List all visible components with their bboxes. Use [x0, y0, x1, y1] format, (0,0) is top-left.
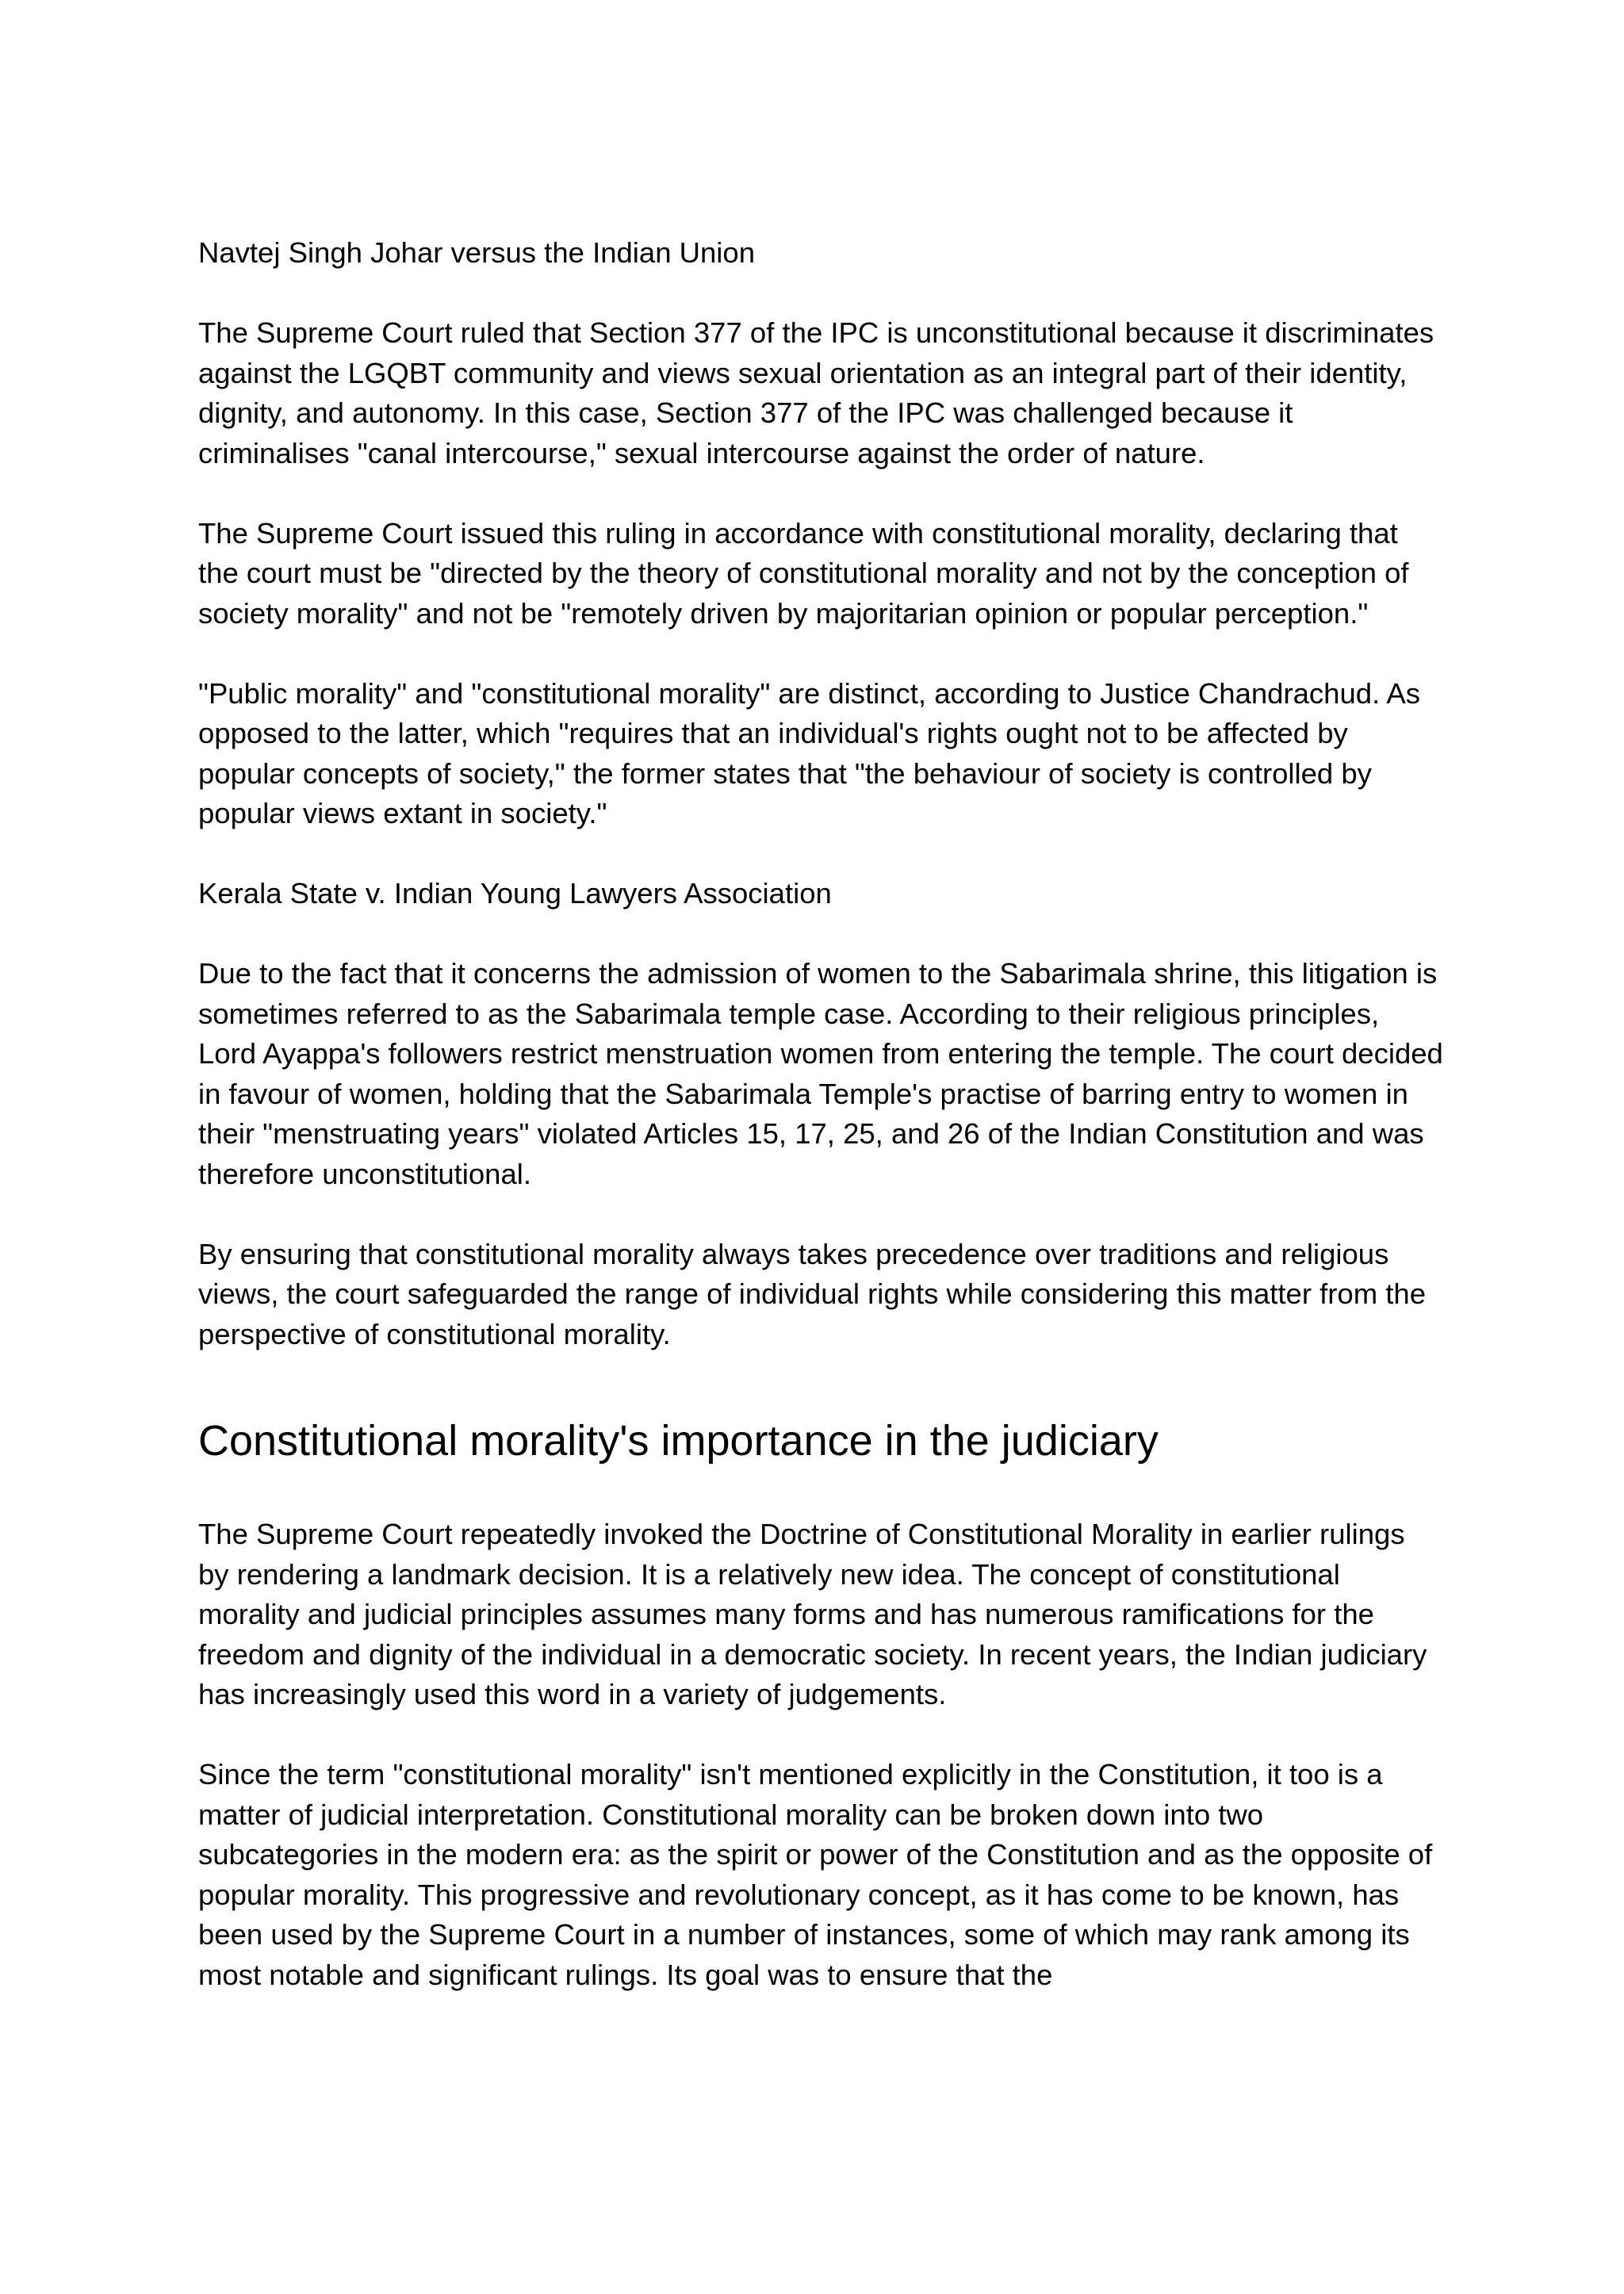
document-body [198, 233, 1443, 2035]
paragraph: "Public morality" and "constitutional morality" are distinct, according to Justice Chandrachud. As opposed to the latter, which "requires that an individual's rights ought not to be affected by popular concepts of society," the former states that "the behaviour of society is controlled by popular views extant in society." [198, 676, 1420, 829]
paragraph: By ensuring that constitutional morality always takes precedence over traditions and religious views, the court safeguarded the range of individual rights while considering this matter from the perspective of constitutional morality. [198, 1237, 1427, 1350]
paragraph: The Supreme Court issued this ruling in accordance with constitutional morality, declaring that the court must be "directed by the theory of constitutional morality and not by the conception of society morality" and not be "remotely driven by majoritarian opinion or popular perception." [198, 516, 1409, 630]
paragraph: Since the term "constitutional morality" isn't mentioned explicitly in the Constitution, it too is a matter of judicial interpretation. Constitutional morality can be broken down into two subcategories in the modern era: as the spirit or power of the Constitution and as the opposite of popular morality. This progressive and revolutionary concept, as it has come to be known, has been used by the Supreme Court in a number of instances, some of which may rank among its most notable and significant rulings. Its goal was to ensure that the [198, 1758, 1433, 1991]
section-heading: Constitutional morality's importance in the judiciary [198, 1417, 1159, 1465]
case-title-kerala: Kerala State v. Indian Young Lawyers Association [198, 877, 832, 910]
case-title-navtej: Navtej Singh Johar versus the Indian Union [198, 236, 756, 269]
paragraph: The Supreme Court ruled that Section 377 of the IPC is unconstitutional because it discriminates against the LGQBT community and views sexual orientation as an integral part of their identity, dignity, and autonomy. In this case, Section 377 of the IPC was challenged because it criminalises "canal intercourse," sexual intercourse against the order of nature. [198, 316, 1434, 469]
paragraph: Due to the fact that it concerns the admission of women to the Sabarimala shrine, this litigation is sometimes referred to as the Sabarimala temple case. According to their religious principles, Lord Ayappa's followers restrict menstruation women from entering the temple. The court decided in favour of women, holding that the Sabarimala Temple's practise of barring entry to women in their "menstruating years" violated Articles 15, 17, 25, and 26 of the Indian Constitution and was therefore unconstitutional. [198, 957, 1443, 1190]
paragraph: The Supreme Court repeatedly invoked the Doctrine of Constitutional Morality in earlier rulings by rendering a landmark decision. It is a relatively new idea. The concept of constitutional morality and judicial principles assumes many forms and has numerous ramifications for the freedom and dignity of the individual in a democratic society. In recent years, the Indian judiciary has increasingly used this word in a variety of judgements. [198, 1518, 1427, 1710]
